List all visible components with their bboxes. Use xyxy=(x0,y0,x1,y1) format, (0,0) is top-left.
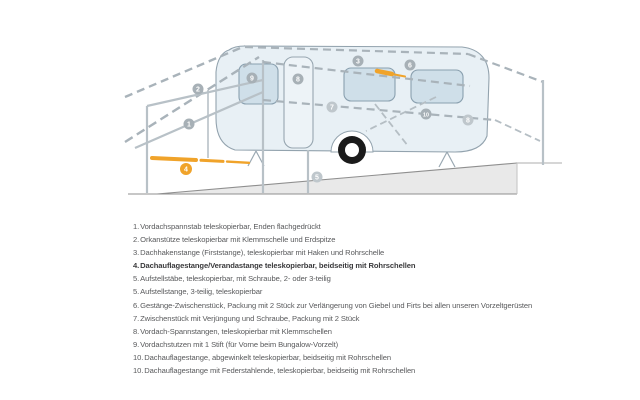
frame-pole-rear-brace xyxy=(495,120,540,141)
part-number: 3. xyxy=(133,248,140,258)
part-number: 1. xyxy=(133,222,140,231)
part-badge-10 xyxy=(421,109,432,120)
part-description: Gestänge-Zwischenstück, Packung mit 2 Stück zur Verlängerung von Giebel und Firts bei allen unseren Vorzeltgerüsten xyxy=(140,300,533,310)
part-badge-1 xyxy=(184,119,195,130)
badge-number: 2 xyxy=(196,86,200,94)
part-number: 10. xyxy=(133,366,144,376)
part-description: Aufstellstange, 3-teilig, teleskopierbar xyxy=(140,287,263,297)
parts-list xyxy=(133,220,532,377)
part-number: 9. xyxy=(133,339,140,349)
parts-list-item xyxy=(133,312,532,325)
part-badge-8 xyxy=(293,74,304,85)
caravan-window-rear xyxy=(411,70,463,103)
orange-connector-6-body xyxy=(377,71,392,74)
part-badge-2 xyxy=(193,84,204,95)
badge-number: 10 xyxy=(423,112,429,119)
parts-list-item xyxy=(133,338,532,351)
part-number: 4. xyxy=(133,261,140,271)
part-description: Vordach-Spannstangen, teleskopierbar mit Klemmschellen xyxy=(140,326,332,336)
orange-pole-4-segment-3 xyxy=(227,162,249,163)
part-description: Vordachspannstab teleskopierbar, Enden flachgedrückt xyxy=(140,222,321,231)
badge-number: 6 xyxy=(408,62,412,70)
badge-number: 9 xyxy=(250,75,254,83)
badge-number: 3 xyxy=(356,58,360,66)
orange-pole-4-segment-1 xyxy=(152,158,196,160)
parts-list-item xyxy=(133,246,532,259)
part-description: Dachhakenstange (Firststange), teleskopierbar mit Haken und Rohrschelle xyxy=(140,248,385,258)
part-description: Aufstellstäbe, teleskopierbar, mit Schraube, 2- oder 3-teilig xyxy=(140,274,331,284)
part-badge-4 xyxy=(180,163,192,175)
part-description: Dachauflagestange mit Federstahlende, teleskopierbar, beidseitig mit Rohrschellen xyxy=(144,366,416,376)
parts-list-item xyxy=(133,299,532,312)
part-description: Orkanstütze teleskopierbar mit Klemmschelle und Erdspitze xyxy=(140,235,336,245)
badge-number: 7 xyxy=(330,104,334,112)
part-badge-8 xyxy=(463,115,474,126)
part-badge-6 xyxy=(405,60,416,71)
caravan-door xyxy=(284,57,313,148)
part-badge-3 xyxy=(353,56,364,67)
orange-pole-4-segment-2 xyxy=(201,160,223,161)
part-number: 5. xyxy=(133,287,140,297)
part-number: 7. xyxy=(133,313,140,323)
badge-number: 5 xyxy=(315,174,319,182)
part-badge-7 xyxy=(327,102,338,113)
part-description: Zwischenstück mit Verjüngung und Schraube, Packung mit 2 Stück xyxy=(140,313,360,323)
part-description: Vordachstutzen mit 1 Stift (für Vorne beim Bungalow-Vorzelt) xyxy=(140,339,339,349)
parts-list-item xyxy=(133,325,532,338)
part-number: 8. xyxy=(133,326,140,336)
parts-list-item xyxy=(133,233,532,246)
badge-number: 4 xyxy=(184,166,188,174)
part-number: 10. xyxy=(133,352,144,362)
badge-number: 8 xyxy=(296,76,300,84)
part-number: 2. xyxy=(133,235,140,245)
ground xyxy=(128,163,562,194)
caravan xyxy=(216,46,489,167)
part-description: Dachauflagestange/Verandastange teleskopierbar, beidseitig mit Rohrschellen xyxy=(140,261,416,271)
parts-list-item xyxy=(133,285,532,298)
part-badge-5 xyxy=(312,172,323,183)
parts-list-item xyxy=(133,220,532,233)
part-number: 5. xyxy=(133,274,140,284)
parts-list-item xyxy=(133,259,532,272)
parts-list-item xyxy=(133,364,532,377)
badge-number: 1 xyxy=(187,121,191,129)
wheel-hub xyxy=(345,143,359,157)
parts-list-item xyxy=(133,272,532,285)
badge-number: 8 xyxy=(466,117,470,125)
part-number: 6. xyxy=(133,300,140,310)
part-description: Dachauflagestange, abgewinkelt teleskopierbar, beidseitig mit Rohrschellen xyxy=(144,352,391,362)
parts-list-item xyxy=(133,351,532,364)
part-badge-9 xyxy=(247,73,258,84)
